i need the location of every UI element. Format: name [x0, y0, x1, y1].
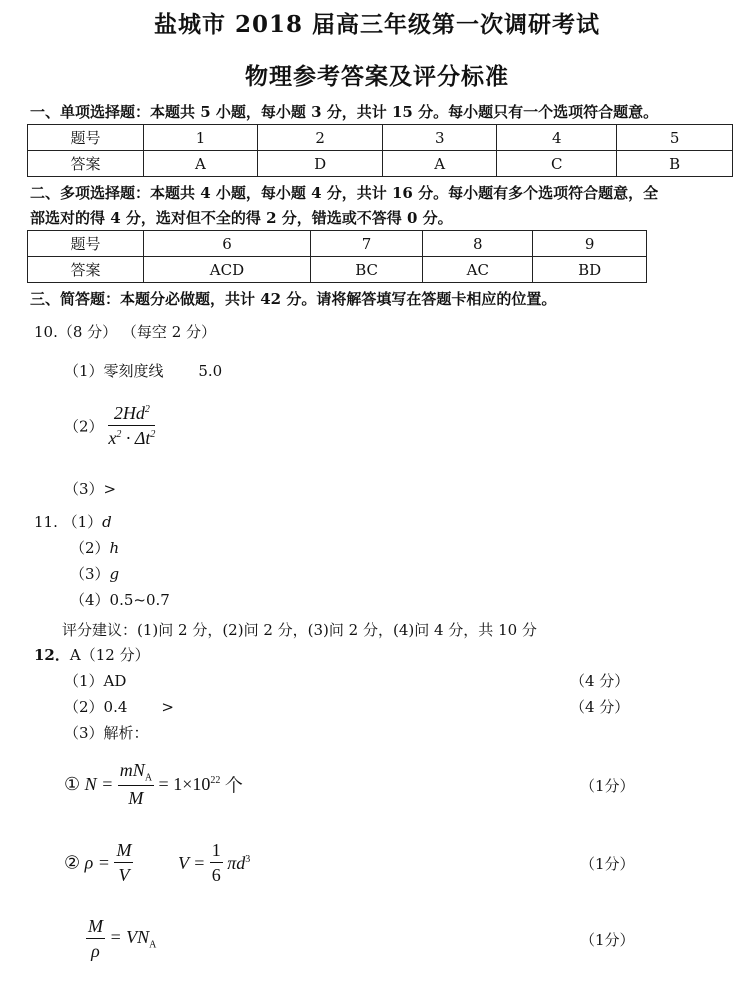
table-cell: B — [617, 151, 733, 177]
q12-equation-2-score: （1分） — [580, 855, 635, 873]
section2-answer-table — [27, 230, 647, 283]
table-row — [28, 151, 733, 177]
q12-part1: （1）AD — [64, 672, 127, 690]
row-label: 答案 — [28, 257, 144, 283]
q11-part3: （3）g — [70, 565, 120, 583]
section2-heading-line1: 二、多项选择题：本题共 4 小题，每小题 4 分，共计 16 分。每小题有多个选项符合题意，全 — [30, 184, 659, 202]
row-label: 题号 — [28, 125, 144, 151]
table-cell: 9 — [533, 231, 647, 257]
q12-part3: （3）解析： — [64, 724, 149, 742]
section1-answer-table — [27, 124, 733, 177]
table-row — [28, 125, 733, 151]
table-cell: 6 — [144, 231, 311, 257]
q11-part4: （4）0.5~0.7 — [70, 591, 170, 609]
table-cell: 4 — [497, 125, 617, 151]
table-cell: 8 — [423, 231, 533, 257]
table-cell: C — [497, 151, 617, 177]
table-cell: ACD — [144, 257, 311, 283]
q11-part2: （2）h — [70, 539, 120, 557]
q12-equation-3-score: （1分） — [580, 931, 635, 949]
q12-equation-1: ① N = $\frac{mN_A}{M}$ = $1\times 10^{22}$ 个 — [64, 760, 243, 808]
section2-heading-line2: 部选对的得 4 分，选对但不全的得 2 分，错选或不答得 0 分。 — [30, 209, 453, 227]
table-cell: 5 — [617, 125, 733, 151]
q10-part1-label: （1）零刻度线 — [64, 362, 164, 380]
q12-equation-2: ② ρ = $\frac{M}{V}$ V = $\frac{1}{6}$ $\pi d^3$ — [64, 840, 251, 885]
section1-heading: 一、单项选择题：本题共 5 小题，每小题 3 分，共计 15 分。每小题只有一个选项符合题意。 — [30, 103, 659, 121]
q12-part1-score: （4 分） — [570, 672, 630, 690]
q10-part1 — [64, 360, 222, 381]
q12-part2-score: （4 分） — [570, 698, 630, 716]
table-cell: BC — [310, 257, 422, 283]
table-cell: D — [257, 151, 382, 177]
q10-part2 — [64, 403, 155, 449]
q12-equation-3: $\frac{M}{\rho}$ = $VN_A$ — [88, 916, 157, 961]
q10-part1-value: 5.0 — [198, 362, 223, 380]
row-label: 题号 — [28, 231, 144, 257]
table-cell: 1 — [144, 125, 258, 151]
document-title: 盐城市 2018 届高三年级第一次调研考试 — [153, 11, 601, 38]
table-cell: 7 — [310, 231, 422, 257]
table-row — [28, 231, 647, 257]
table-cell: A — [383, 151, 497, 177]
q10-title: 10.（8 分） （每空 2 分） — [34, 323, 217, 341]
row-label: 答案 — [28, 151, 144, 177]
section3-heading: 三、简答题：本题分必做题，共计 42 分。请将解答填写在答题卡相应的位置。 — [30, 290, 557, 308]
q10-part2-label: （2） — [64, 417, 104, 436]
table-row — [28, 257, 647, 283]
table-cell: 2 — [257, 125, 382, 151]
table-cell: A — [144, 151, 258, 177]
q11-part1: 11. （1）d — [34, 513, 112, 531]
table-cell: BD — [533, 257, 647, 283]
q12-part2: （2）0.4 > — [64, 698, 174, 716]
document-subtitle: 物理参考答案及评分标准 — [245, 63, 509, 90]
table-cell: AC — [423, 257, 533, 283]
q11-scoring: 评分建议：(1)问 2 分，(2)问 2 分，(3)问 2 分，(4)问 4 分，共 10 分 — [62, 621, 537, 639]
q12-title: 12．A（12 分） — [34, 646, 150, 664]
q10-part3: （3）> — [64, 480, 117, 498]
q10-part2-formula: $\frac{2Hd^2}{x^2 \cdot \Delta t^2}$ — [108, 403, 156, 448]
table-cell: 3 — [383, 125, 497, 151]
q12-equation-1-score: （1分） — [580, 777, 635, 795]
